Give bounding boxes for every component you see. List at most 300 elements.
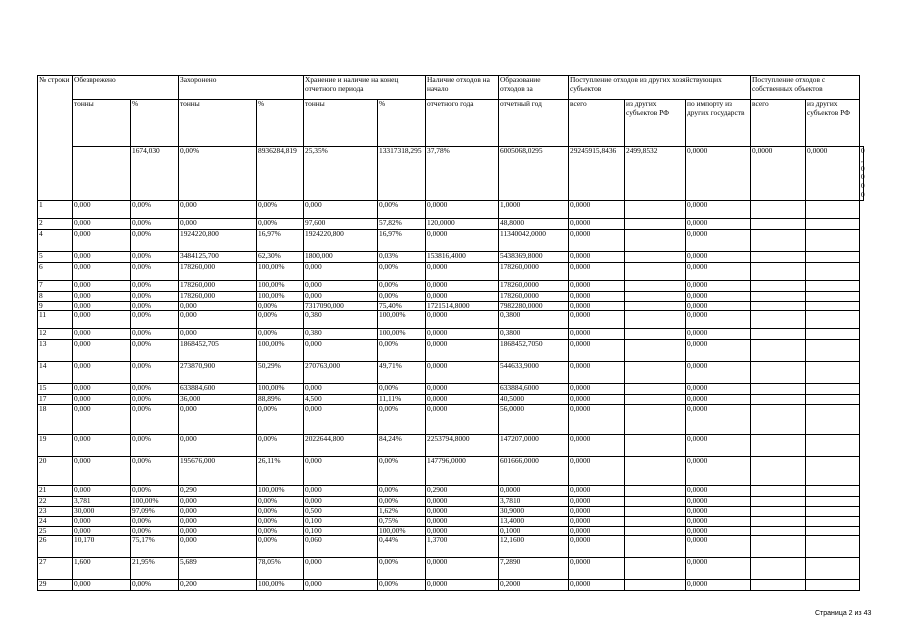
table-cell: 0,0000 <box>686 311 751 329</box>
table-cell: 0,0000 <box>499 486 569 497</box>
table-row <box>38 526 864 536</box>
table-cell: 0,0000 <box>569 384 625 395</box>
table-cell <box>625 291 686 301</box>
table-row <box>38 340 864 362</box>
table-cell <box>806 558 860 580</box>
table-cell: 26 <box>38 536 73 558</box>
table-cell: 22 <box>38 497 73 507</box>
table-cell: 0,00% <box>257 536 304 558</box>
table-row <box>38 558 864 580</box>
header-import: по импорту из других государств <box>686 100 751 147</box>
table-cell <box>806 536 860 558</box>
table-cell <box>751 497 806 507</box>
table-cell: 21 <box>38 486 73 497</box>
table-cell <box>806 395 860 405</box>
table-row <box>38 251 864 262</box>
table-row <box>38 580 864 591</box>
table-cell: 0,00% <box>131 340 179 362</box>
table-cell: 0,00% <box>131 280 179 291</box>
table-cell: 100,00% <box>378 329 426 340</box>
table-cell: 49,71% <box>378 362 426 384</box>
table-row <box>38 262 864 280</box>
table-cell <box>806 486 860 497</box>
table-cell: 0,000 <box>73 200 131 218</box>
table-cell: 0,0000 <box>686 218 751 229</box>
table-cell: 0,00% <box>257 435 304 457</box>
header-percent: % <box>378 100 426 147</box>
header-generated: Образование отходов за <box>499 76 569 100</box>
table-row <box>38 280 864 291</box>
table-cell <box>625 200 686 218</box>
table-cell: 0,00% <box>131 516 179 526</box>
table-cell: 0,000 <box>179 506 257 516</box>
table-cell: 0,0000 <box>426 362 499 384</box>
table-cell: 0,00% <box>131 362 179 384</box>
table-cell <box>625 218 686 229</box>
table-cell: 0,00% <box>131 580 179 591</box>
table-cell: 0,00% <box>378 497 426 507</box>
table-cell <box>625 340 686 362</box>
table-cell: 633884,6000 <box>499 384 569 395</box>
table-cell <box>806 340 860 362</box>
table-cell: 0,00% <box>378 340 426 362</box>
table-cell: 15 <box>38 384 73 395</box>
table-cell <box>751 262 806 280</box>
table-cell: 0,0000 <box>569 251 625 262</box>
table-cell: 0,0000 <box>686 291 751 301</box>
table-cell: 0,0000 <box>569 558 625 580</box>
table-cell <box>751 291 806 301</box>
table-cell: 0,500 <box>304 506 378 516</box>
header-received-other: Поступление отходов из других хозяйствующих субъектов <box>569 76 751 100</box>
table-cell: 544633,9000 <box>499 362 569 384</box>
table-cell: 0,0000 <box>686 200 751 218</box>
table-cell: 0,000 <box>304 497 378 507</box>
table-cell: 0,100 <box>304 516 378 526</box>
table-cell: 8 <box>38 291 73 301</box>
table-cell: 633884,600 <box>179 384 257 395</box>
table-cell <box>751 329 806 340</box>
table-cell <box>806 362 860 384</box>
table-cell: 0,0000 <box>426 497 499 507</box>
table-cell: 0,000 <box>304 580 378 591</box>
table-row <box>38 395 864 405</box>
table-cell: 9 <box>38 301 73 311</box>
table-cell: 0,0000 <box>686 301 751 311</box>
table-cell: 0,0000 <box>426 200 499 218</box>
table-cell <box>806 291 860 301</box>
table-cell: 2253794,8000 <box>426 435 499 457</box>
table-cell: 0,000 <box>304 200 378 218</box>
table-cell: 5,689 <box>179 558 257 580</box>
table-cell: 0,0000 <box>569 516 625 526</box>
table-cell: 0,000 <box>179 526 257 536</box>
table-cell: 0,0000 <box>686 497 751 507</box>
table-cell <box>625 516 686 526</box>
table-cell <box>751 218 806 229</box>
table-cell: 0,0000 <box>686 435 751 457</box>
table-cell: 13 <box>38 340 73 362</box>
header-tonnes: тонны <box>179 100 257 147</box>
table-cell: 120,0000 <box>426 218 499 229</box>
table-cell <box>751 340 806 362</box>
table-cell: 0,0000 <box>569 329 625 340</box>
table-cell: 0,000 <box>304 384 378 395</box>
table-cell: 100,00% <box>131 497 179 507</box>
table-cell: 0,00% <box>378 280 426 291</box>
table-cell: 0,0000 <box>569 291 625 301</box>
table-cell: 3,781 <box>73 497 131 507</box>
table-cell: 10,170 <box>73 536 131 558</box>
table-cell: 75,17% <box>131 536 179 558</box>
table-cell: 11340042,0000 <box>499 229 569 251</box>
table-cell: 178260,0000 <box>499 280 569 291</box>
table-cell: 0,0000 <box>686 280 751 291</box>
table-cell: 0,00% <box>257 497 304 507</box>
table-cell: 147207,0000 <box>499 435 569 457</box>
table-cell <box>625 229 686 251</box>
table-cell <box>806 497 860 507</box>
table-cell: 270763,000 <box>304 362 378 384</box>
header-tonnes: тонны <box>304 100 378 147</box>
table-cell: 0,00% <box>131 262 179 280</box>
table-cell: 0,00% <box>131 251 179 262</box>
table-cell: 0,00% <box>257 526 304 536</box>
header-storage-end: Хранение и наличие на конец отчетного периода <box>304 76 426 100</box>
table-row <box>38 301 864 311</box>
table-cell <box>625 280 686 291</box>
table-cell <box>806 200 860 218</box>
table-cell: 1721514,8000 <box>426 301 499 311</box>
table-cell: 0,380 <box>304 311 378 329</box>
table-cell: 0,0000 <box>569 218 625 229</box>
table-row <box>38 147 864 201</box>
table-cell: 0,0000 <box>569 405 625 435</box>
table-cell <box>806 251 860 262</box>
table-cell: 16,97% <box>257 229 304 251</box>
table-cell: 0,000 <box>73 526 131 536</box>
header-neutralized: Обезврежено <box>73 76 179 100</box>
table-cell: 0,000 <box>304 405 378 435</box>
table-cell: 100,00% <box>257 340 304 362</box>
table-cell: 0,000 <box>73 395 131 405</box>
table-cell: 0,00% <box>257 405 304 435</box>
table-cell: 0,000 <box>179 536 257 558</box>
table-row <box>38 536 864 558</box>
table-cell: 0,0000 <box>569 395 625 405</box>
table-cell: 100,00% <box>257 486 304 497</box>
table-row <box>38 486 864 497</box>
table-cell: 178260,000 <box>179 262 257 280</box>
table-cell: 0,0000 <box>569 362 625 384</box>
table-cell: 0,0000 <box>686 506 751 516</box>
table-row <box>38 291 864 301</box>
table-cell: 0,0000 <box>569 435 625 457</box>
table-cell: 0,00% <box>131 329 179 340</box>
table-cell: 0,000 <box>179 218 257 229</box>
table-cell: 0,00% <box>131 384 179 395</box>
table-cell: 2 <box>38 218 73 229</box>
table-cell: 0,000 <box>73 291 131 301</box>
table-cell: 14 <box>38 362 73 384</box>
table-cell <box>751 200 806 218</box>
header-other-regions: из других субъектов РФ <box>625 100 686 147</box>
table-cell: 0,000 <box>304 262 378 280</box>
table-cell <box>625 405 686 435</box>
table-cell: 5438369,8000 <box>499 251 569 262</box>
table-cell: 100,00% <box>378 311 426 329</box>
table-row <box>38 384 864 395</box>
table-cell: 0,000 <box>73 362 131 384</box>
table-cell: 27 <box>38 558 73 580</box>
table-row <box>38 218 864 229</box>
table-cell: 0,0000 <box>426 580 499 591</box>
table-cell: 0,0000 <box>806 147 860 201</box>
table-cell: 0,00% <box>257 200 304 218</box>
table-cell: 0,00% <box>131 526 179 536</box>
table-cell <box>625 251 686 262</box>
table-cell: 0,0000 <box>686 536 751 558</box>
page-number: Страница 2 из 43 <box>815 610 872 617</box>
table-cell <box>751 251 806 262</box>
table-cell: 13,4000 <box>499 516 569 526</box>
table-cell: 0,00% <box>378 580 426 591</box>
table-row <box>38 405 864 435</box>
table-cell: 25,35% <box>304 147 378 201</box>
table-cell: 0,0000 <box>686 384 751 395</box>
table-cell: 0,0000 <box>569 280 625 291</box>
table-cell <box>751 395 806 405</box>
header-buried: Захоронено <box>179 76 304 100</box>
table-cell: 0,0000 <box>686 329 751 340</box>
table-cell: 20 <box>38 457 73 486</box>
table-cell: 18 <box>38 405 73 435</box>
table-cell <box>625 311 686 329</box>
table-cell: 0,0000 <box>426 262 499 280</box>
table-cell: 0,00% <box>378 405 426 435</box>
table-cell: 0,0000 <box>569 457 625 486</box>
table-cell <box>806 218 860 229</box>
table-cell: 0,0000 <box>426 516 499 526</box>
table-cell: 1800,000 <box>304 251 378 262</box>
table-cell: 0,000 <box>73 580 131 591</box>
table-cell: 0,0000 <box>426 405 499 435</box>
table-cell: 0,000 <box>304 457 378 486</box>
table-cell: 0,00% <box>378 457 426 486</box>
table-cell: 0,3800 <box>499 311 569 329</box>
table-cell: 0,0000 <box>426 329 499 340</box>
table-cell: 0,00% <box>257 516 304 526</box>
table-cell: 0,000 <box>73 405 131 435</box>
table-cell: 0,000 <box>73 329 131 340</box>
table-cell: 1868452,705 <box>179 340 257 362</box>
header-row-number: № строки <box>38 76 73 201</box>
header-percent: % <box>131 100 179 147</box>
table-cell <box>625 486 686 497</box>
table-cell: 0,00% <box>378 384 426 395</box>
table-cell: 0,000 <box>304 291 378 301</box>
table-cell: 0,0000 <box>426 506 499 516</box>
table-row <box>38 200 864 218</box>
table-cell <box>751 516 806 526</box>
table-cell <box>751 405 806 435</box>
table-cell <box>625 536 686 558</box>
table-cell <box>751 384 806 395</box>
table-cell <box>751 486 806 497</box>
table-cell: 100,00% <box>257 262 304 280</box>
table-cell <box>751 558 806 580</box>
table-cell: 273870,900 <box>179 362 257 384</box>
table-cell: 11 <box>38 311 73 329</box>
table-cell: 16,97% <box>378 229 426 251</box>
table-cell: 0,000 <box>179 329 257 340</box>
table-cell: 84,24% <box>378 435 426 457</box>
table-cell: 0,0000 <box>569 497 625 507</box>
table-cell: 100,00% <box>257 384 304 395</box>
table-cell: 0,380 <box>304 329 378 340</box>
table-cell: 7,2890 <box>499 558 569 580</box>
table-cell: 23 <box>38 506 73 516</box>
table-cell: 0,000 <box>179 497 257 507</box>
table-cell: 0,0000 <box>426 311 499 329</box>
table-cell: 2499,8532 <box>625 147 686 201</box>
table-cell: 36,000 <box>179 395 257 405</box>
table-row <box>38 311 864 329</box>
table-cell: 0,000 <box>73 340 131 362</box>
header-percent: % <box>257 100 304 147</box>
table-cell: 11,11% <box>378 395 426 405</box>
table-cell: 0,0000 <box>686 516 751 526</box>
table-cell: 0,000 <box>179 200 257 218</box>
table-cell <box>751 435 806 457</box>
table-cell: 1924220,800 <box>179 229 257 251</box>
table-cell: 0,0000 <box>686 147 751 201</box>
table-cell: 48,8000 <box>499 218 569 229</box>
table-cell: 0,0000 <box>569 200 625 218</box>
table-cell: 0,0000 <box>426 340 499 362</box>
table-cell: 0,2900 <box>426 486 499 497</box>
table-cell: 0,0000 <box>569 580 625 591</box>
table-cell: 21,95% <box>131 558 179 580</box>
table-cell: 0,44% <box>378 536 426 558</box>
table-cell: 0,000 <box>304 280 378 291</box>
table-cell: 0,0000 <box>686 395 751 405</box>
table-cell <box>751 362 806 384</box>
table-cell: 0,000 <box>179 311 257 329</box>
table-cell: 0,0000 <box>426 280 499 291</box>
table-cell: 0,000 <box>304 340 378 362</box>
table-cell: 0,0000 <box>426 291 499 301</box>
table-cell: 0,000 <box>73 457 131 486</box>
table-row <box>38 497 864 507</box>
table-cell: 0,00% <box>131 457 179 486</box>
table-cell: 0,0000 <box>686 558 751 580</box>
table-cell: 7317090,000 <box>304 301 378 311</box>
table-cell <box>625 497 686 507</box>
table-cell: 0,00% <box>378 200 426 218</box>
table-cell <box>751 506 806 516</box>
table-cell: 0,000 <box>73 251 131 262</box>
table-cell: 0,000 <box>304 486 378 497</box>
table-cell: 0,1000 <box>499 526 569 536</box>
table-cell: 0,00% <box>131 200 179 218</box>
table-cell: 12 <box>38 329 73 340</box>
table-cell: 0,0000 <box>686 526 751 536</box>
table-cell: 6005068,0295 <box>499 147 569 201</box>
table-cell: 100,00% <box>257 280 304 291</box>
table-cell: 0,0000 <box>569 486 625 497</box>
table-cell <box>751 301 806 311</box>
table-cell: 0,00% <box>179 147 257 201</box>
table-cell: 178260,000 <box>179 291 257 301</box>
table-cell: 0,3800 <box>499 329 569 340</box>
table-cell: 0,000 <box>73 280 131 291</box>
table-cell: 0,000 <box>73 229 131 251</box>
table-cell: 0,0000 <box>569 506 625 516</box>
table-cell: 29245915,8436 <box>569 147 625 201</box>
table-cell: 0,000 <box>179 516 257 526</box>
table-cell: 57,82% <box>378 218 426 229</box>
table-cell: 29 <box>38 580 73 591</box>
table-cell: 153816,4000 <box>426 251 499 262</box>
table-cell: 88,89% <box>257 395 304 405</box>
table-cell: 4 <box>38 229 73 251</box>
table-cell: 0,200 <box>179 580 257 591</box>
table-cell <box>625 362 686 384</box>
header-total: всего <box>751 100 806 147</box>
table-cell: 0,000 <box>73 384 131 395</box>
table-cell: 0,00% <box>257 301 304 311</box>
table-cell <box>625 580 686 591</box>
table-cell: 0,0000 <box>686 262 751 280</box>
table-cell: 5 <box>38 251 73 262</box>
table-cell: 1,3700 <box>426 536 499 558</box>
table-cell: 100,00% <box>257 580 304 591</box>
table-cell: 0,0000 <box>686 405 751 435</box>
table-cell <box>625 395 686 405</box>
table-cell: 0,0000 <box>569 526 625 536</box>
table-cell <box>806 435 860 457</box>
table-cell: 78,05% <box>257 558 304 580</box>
table-cell: 0,100 <box>304 526 378 536</box>
table-cell: 601666,0000 <box>499 457 569 486</box>
table-cell: 0,000 <box>73 311 131 329</box>
table-cell: 1,600 <box>73 558 131 580</box>
table-cell: 1924220,800 <box>304 229 378 251</box>
table-cell <box>806 262 860 280</box>
header-other-regions: из других субъектов РФ <box>806 100 860 147</box>
header-tonnes: тонны <box>73 100 131 147</box>
table-cell: 0,000 <box>179 435 257 457</box>
table-cell: 0,000 <box>73 262 131 280</box>
table-cell <box>806 301 860 311</box>
table-cell <box>751 280 806 291</box>
table-cell <box>751 580 806 591</box>
header-reporting-year: отчетного года <box>426 100 499 147</box>
table-cell: 0,03% <box>378 251 426 262</box>
table-row <box>38 329 864 340</box>
table-cell <box>806 580 860 591</box>
table-row <box>38 229 864 251</box>
table-cell: 13317318,295 <box>378 147 426 201</box>
table-cell: 0,0000 <box>426 526 499 536</box>
table-cell: 0,000 <box>179 301 257 311</box>
table-cell: 0,000 <box>179 405 257 435</box>
table-cell: 0,00% <box>378 486 426 497</box>
table-cell <box>625 262 686 280</box>
table-cell: 37,78% <box>426 147 499 201</box>
table-cell: 0,00% <box>131 218 179 229</box>
